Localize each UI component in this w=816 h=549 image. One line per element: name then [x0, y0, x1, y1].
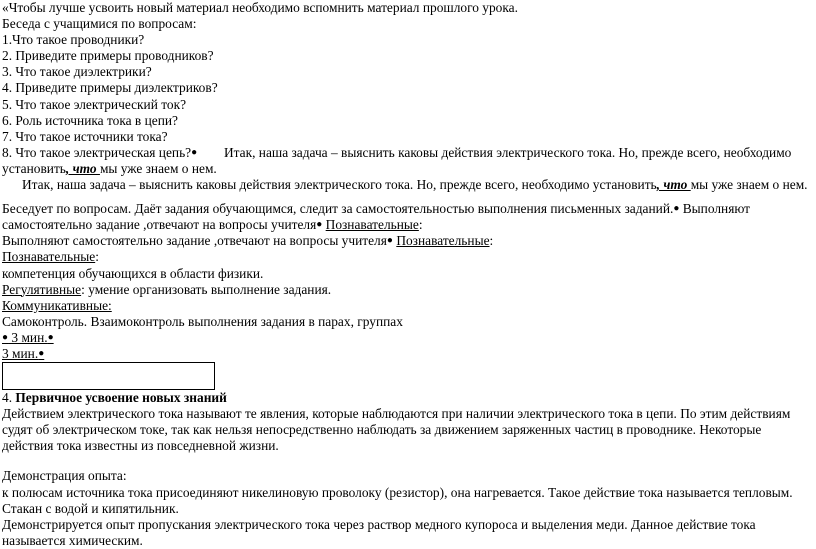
- regulatory-line: Регулятивные: умение организовать выполнение задания.: [2, 281, 332, 297]
- question-6: 6. Роль источника тока в цепи?: [2, 112, 178, 128]
- demo-line: к полюсам источника тока присоединяют никелиновую проволоку (резистор), она нагревается. Такое действие тока называется тепловым.: [2, 484, 793, 500]
- bullet-icon: ●: [673, 203, 680, 215]
- task-line: Итак, наша задача – выяснить каковы действия электрического тока. Но, прежде всего, необходимо установить, что мы уже знаем о нем.: [22, 177, 808, 193]
- question-5: 5. Что такое электрический ток?: [2, 96, 187, 112]
- bullet-icon: ●: [47, 331, 54, 343]
- students-activity-1: самостоятельно задание ,отвечают на вопросы учителя● Познавательные:: [2, 217, 423, 233]
- bullet-icon: ●: [2, 331, 9, 343]
- bullet-icon: ●: [38, 347, 45, 359]
- question-8-line: [2, 145, 816, 161]
- demo-line: Демонстрируется опыт пропускания электрического тока через раствор медного купороса и выделения меди. Данное действие тока: [2, 516, 756, 532]
- demo-line: называется химическим.: [2, 532, 143, 548]
- task-text-inline: Итак, наша задача – выяснить каковы действия электрического тока. Но, прежде всего, необходимо: [197, 144, 792, 160]
- communicative-label: Коммуникативные:: [2, 297, 112, 313]
- regulatory-label: Регулятивные: [2, 281, 82, 297]
- paragraph-line: судят об электрическом токе, так как нельзя непосредственно наблюдать за движением заряженных частиц в проводнике. Некоторые: [2, 422, 762, 438]
- cognitive-label-1: Познавательные: [325, 217, 419, 233]
- underlined-what-2: , что: [656, 177, 691, 193]
- question-7: 7. Что такое источники тока?: [2, 128, 168, 144]
- section-heading: 4. Первичное усвоение новых знаний: [2, 390, 227, 406]
- bullet-icon: ●: [316, 219, 323, 231]
- question-8: 8. Что такое электрическая цепь?: [2, 144, 192, 160]
- teacher-activity: Беседует по вопросам. Даёт задания обучающимся, следит за самостоятельностью выполнения письменных заданий.● Выполняют: [2, 201, 751, 217]
- section-title: Первичное усвоение новых знаний: [15, 390, 227, 406]
- time-line-1: ● 3 мин.●: [2, 329, 54, 345]
- demo-line: Стакан с водой и кипятильник.: [2, 500, 179, 516]
- question-2: 2. Приведите примеры проводников?: [2, 48, 214, 64]
- paragraph-line: действия тока известны из повседневной жизни.: [2, 438, 279, 454]
- intro-line: «Чтобы лучше усвоить новый материал необходимо вспомнить материал прошлого урока.: [2, 0, 518, 15]
- cognitive-heading: Познавательные:: [2, 249, 99, 265]
- bullet-icon: ●: [191, 146, 198, 158]
- conversation-line: Беседа с учащимися по вопросам:: [2, 16, 197, 32]
- demo-label: Демонстрация опыта:: [2, 468, 127, 484]
- competence-line: компетенция обучающихся в области физики.: [2, 265, 264, 281]
- self-control-line: Самоконтроль. Взаимоконтроль выполнения задания в парах, группах: [2, 313, 403, 329]
- paragraph-line: Действием электрического тока называют те явления, которые наблюдаются при наличии электрического тока в цепи. По этим действиям: [2, 406, 791, 422]
- time-line-2: 3 мин.●: [2, 345, 45, 361]
- question-1: 1.Что такое проводники?: [2, 32, 145, 48]
- question-4: 4. Приведите примеры диэлектриков?: [2, 80, 218, 96]
- underlined-what: , что: [65, 160, 100, 176]
- cognitive-label-2: Познавательные: [396, 233, 490, 249]
- bullet-icon: ●: [386, 235, 393, 247]
- question-3: 3. Что такое диэлектрики?: [2, 64, 152, 80]
- install-line: установить, что мы уже знаем о нем.: [2, 160, 217, 176]
- students-activity-2: Выполняют самостоятельно задание ,отвечают на вопросы учителя● Познавательные:: [2, 233, 494, 249]
- empty-table-cell: [2, 362, 215, 390]
